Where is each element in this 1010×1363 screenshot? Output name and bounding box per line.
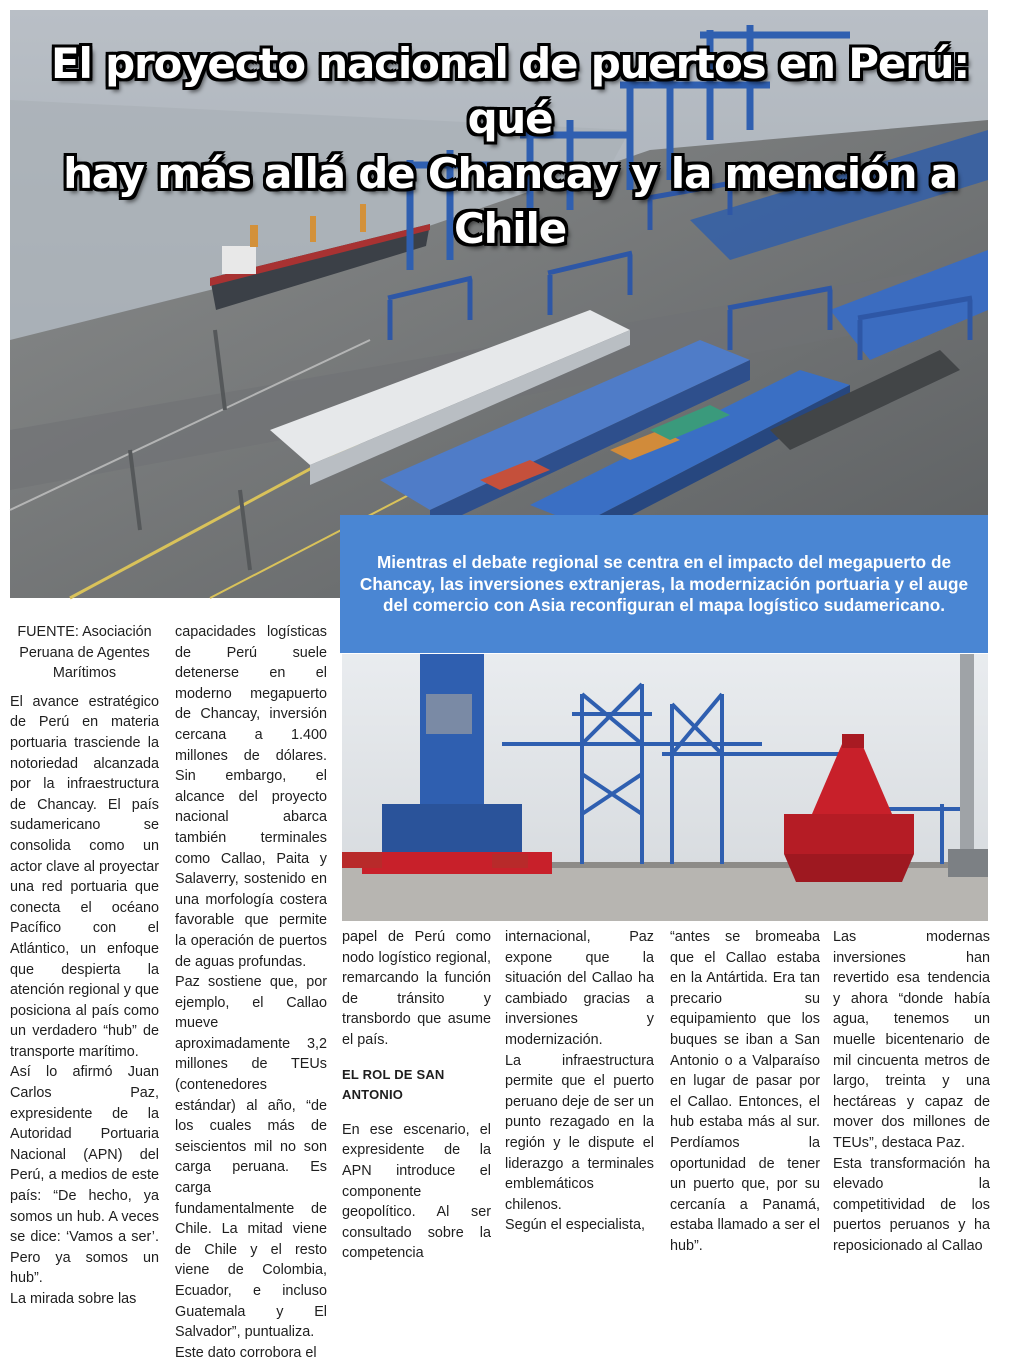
paragraph: Según el especialista, bbox=[505, 1217, 645, 1234]
photo-cranes-quay bbox=[342, 654, 988, 921]
text-column-1 bbox=[10, 622, 159, 1307]
lede-text: Mientras el debate regional se centra en el impacto del megapuerto de Chancay, las inversiones extranjeras, la modernización portuaria y el auge del comercio con Asia reconfiguran el mapa logístico sudamericano. bbox=[359, 552, 969, 615]
headline-line-2: hay más allá de Chancay y la mención a Chile bbox=[63, 149, 957, 253]
paragraph: Paz sostiene que, por ejemplo, el Callao mueve aproximadamente 3,2 millones de TEUs (contenedores estándar) al año, “de los cuales más de seiscientos mil no son carga peruana. Es carga fundamentalmente de Chile. La mitad viene de Chile y el resto viene de Colombia, Ecuador, e incluso Guatemala y El Salvador”, puntualiza. bbox=[175, 974, 327, 1341]
paragraph: capacidades logísticas de Perú suele detenerse en el moderno megapuerto de Chancay, inversión cercana a 1.400 millones de dólares. Sin embargo, el alcance del proyecto nacional abarca también terminales como Callao, Paita y Salaverry, sostenido en una morfología costera favorable que permite la operación de puertos de aguas profundas. bbox=[175, 624, 327, 970]
text-column-2 bbox=[175, 622, 327, 1361]
text-column-6 bbox=[833, 927, 990, 1254]
headline bbox=[10, 36, 1010, 256]
cranes-quay-illustration bbox=[342, 654, 988, 921]
section-subhead: EL ROL DE SAN ANTONIO bbox=[342, 1066, 445, 1103]
paragraph: papel de Perú como nodo logístico regional, remarcando la función de tránsito y transbordo que asume el país. bbox=[342, 929, 491, 1048]
lede-box bbox=[340, 515, 988, 653]
paragraph: Así lo afirmó Juan Carlos Paz, expresidente de la Autoridad Portuaria Nacional (APN) del Perú, a medios de este país: “De hecho, ya somos un hub. A veces se dice: ‘Vamos a ser’. Pero ya somos un hub”. bbox=[10, 1064, 159, 1287]
text-column-4 bbox=[505, 927, 654, 1234]
paragraph: “antes se bromeaba que el Callao estaba en la Antártida. Era tan precario su equipamiento que los buques se iban a San Antonio o a Valparaíso en lugar de pasar por el Callao. Entonces, el hub estaba más al sur. Perdíamos la oportunidad de tener un puerto que, por su cercanía a Panamá, estaba llamado a ser el hub”. bbox=[670, 929, 820, 1254]
paragraph: El avance estratégico de Perú en materia portuaria trasciende la notoriedad alcanzada por la infraestructura de Chancay. El país sudamericano se consolida como un actor clave al proyectar una red portuaria que conecta el océano Pacífico con el Atlántico, un enfoque que despierta la atención regional y que posiciona al país como un verdadero “hub” de transporte marítimo. bbox=[10, 693, 159, 1060]
source-credit: FUENTE: Asociación Peruana de Agentes Marítimos bbox=[17, 624, 152, 682]
headline-line-1: El proyecto nacional de puertos en Perú: qué bbox=[51, 39, 969, 143]
paragraph: La mirada sobre las bbox=[10, 1291, 137, 1307]
paragraph: Esta transformación ha elevado la competitividad de los puertos peruanos y ha reposicionado al Callao bbox=[833, 1155, 990, 1254]
hero-photo-port-aerial bbox=[10, 10, 988, 598]
paragraph: La infraestructura permite que el puerto peruano deje de ser un punto rezagado en la región y le dispute el liderazgo a terminales emblemáticos chilenos. bbox=[505, 1052, 654, 1213]
paragraph: Este dato corrobora el bbox=[175, 1344, 317, 1361]
text-column-5 bbox=[670, 927, 820, 1254]
text-column-3 bbox=[342, 927, 491, 1262]
paragraph: Las modernas inversiones han revertido esa tendencia y ahora “donde había agua, tenemos un muelle bicentenario de mil cincuenta metros de largo, treinta y una hectáreas y capaz de mover dos millones de TEUs”, destaca Paz. bbox=[833, 929, 990, 1151]
paragraph: internacional, Paz expone que la situación del Callao ha cambiado gracias a inversiones y modernización. bbox=[505, 929, 654, 1048]
paragraph: En ese escenario, el expresidente de la APN introduce el componente geopolítico. Al ser consultado sobre la competencia bbox=[342, 1121, 491, 1262]
